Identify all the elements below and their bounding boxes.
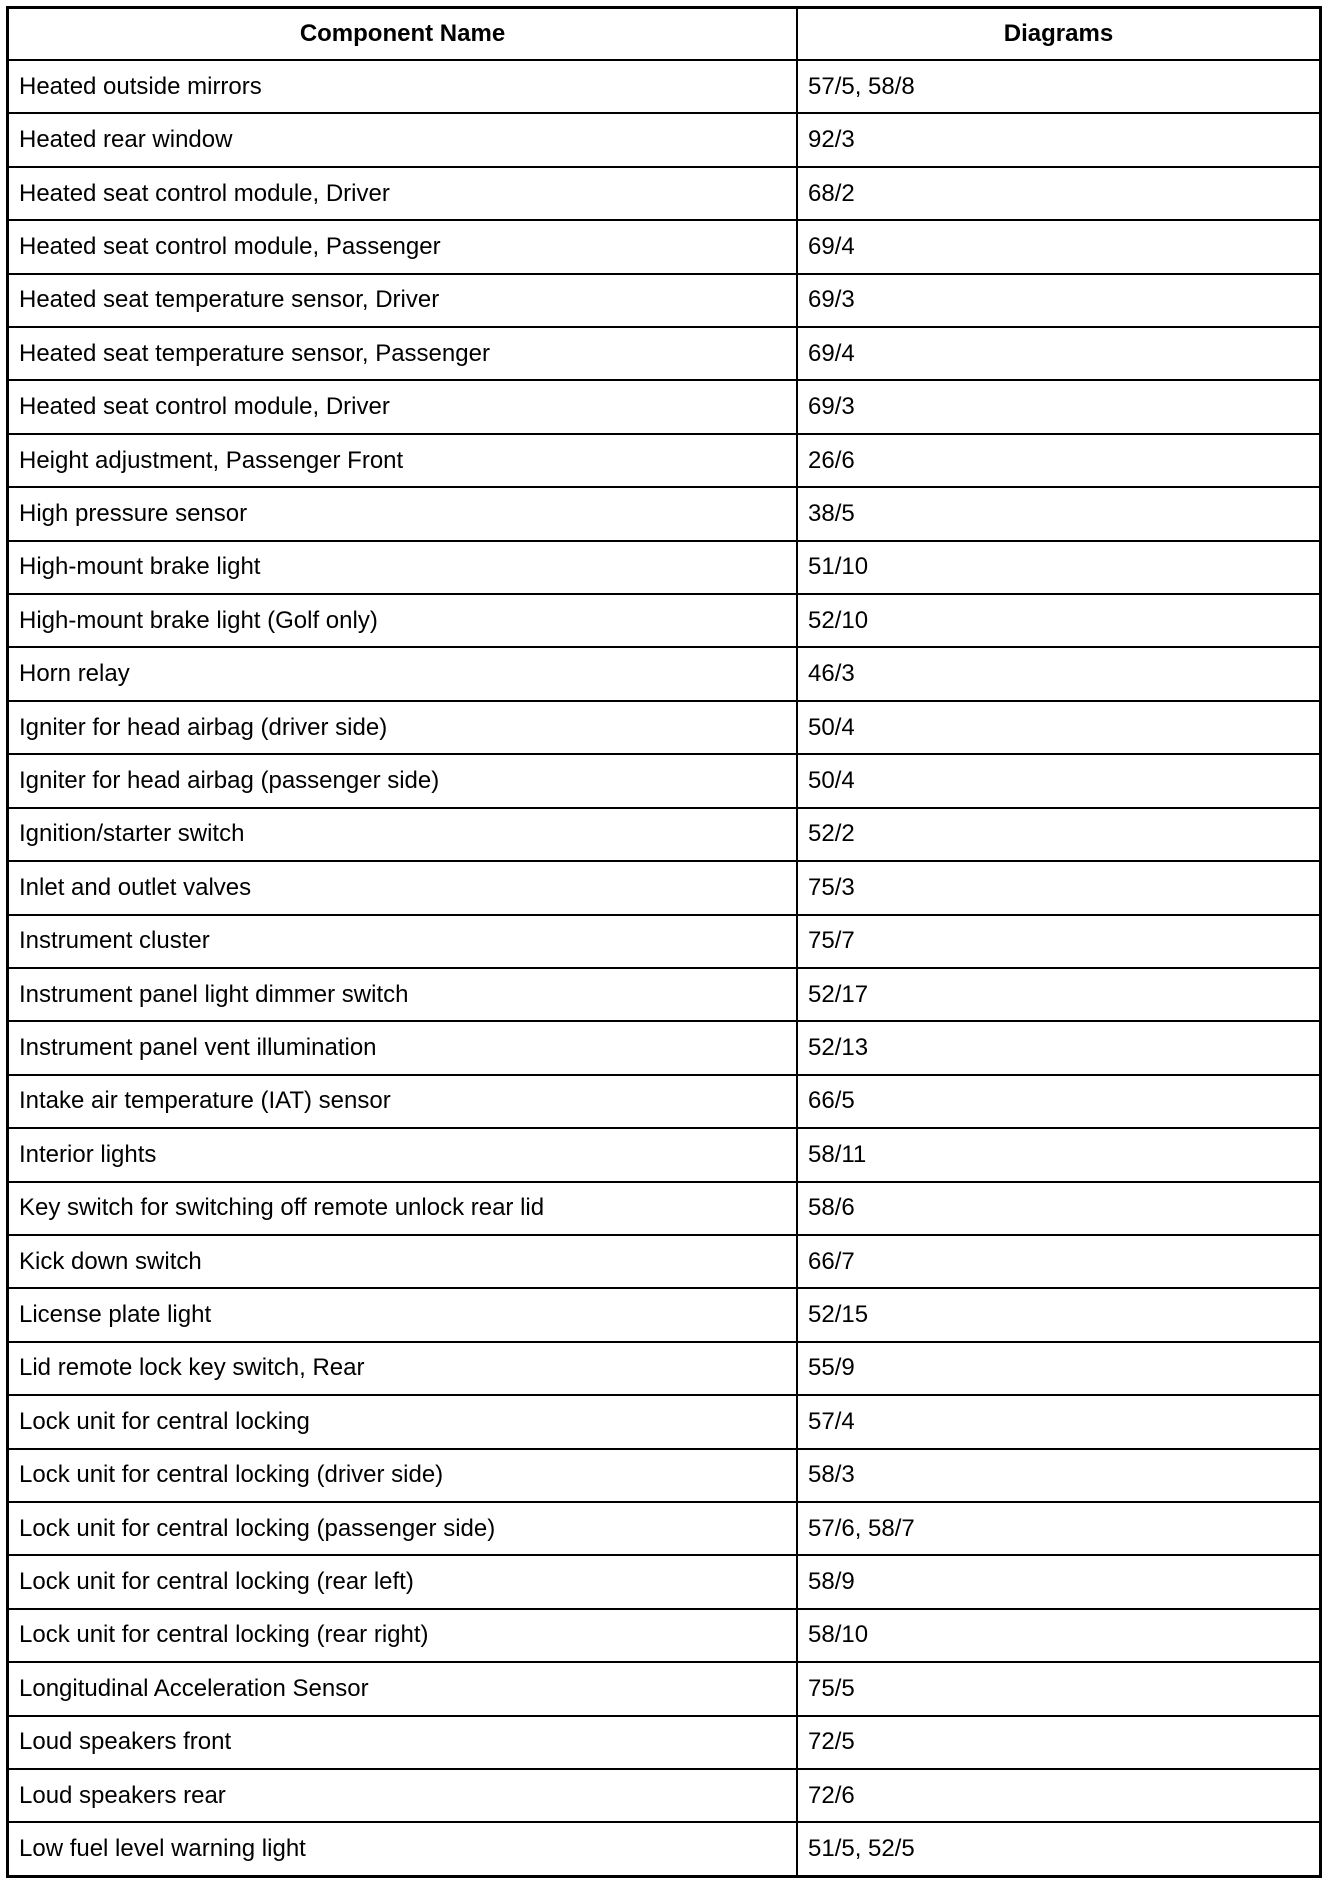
component-name-cell: Heated seat control module, Driver [9,380,797,433]
table-row [9,487,1319,540]
table-row [9,327,1319,380]
diagrams-cell: 75/7 [797,915,1319,968]
diagrams-cell: 57/4 [797,1395,1319,1448]
component-table-frame [6,6,1322,1878]
diagrams-cell: 69/3 [797,380,1319,433]
table-row [9,1395,1319,1448]
component-name-cell: Heated rear window [9,113,797,166]
diagrams-cell: 38/5 [797,487,1319,540]
diagrams-cell: 52/2 [797,808,1319,861]
table-row [9,915,1319,968]
diagrams-cell: 58/11 [797,1128,1319,1181]
table-row [9,1502,1319,1555]
table-header [9,9,1319,60]
component-name-cell: Heated seat control module, Driver [9,167,797,220]
diagrams-cell: 92/3 [797,113,1319,166]
table-row [9,701,1319,754]
component-name-cell: Inlet and outlet valves [9,861,797,914]
table-row [9,1662,1319,1715]
column-header-diagrams: Diagrams [797,9,1319,60]
diagrams-cell: 66/7 [797,1235,1319,1288]
diagrams-cell: 57/6, 58/7 [797,1502,1319,1555]
diagrams-cell: 69/4 [797,220,1319,273]
diagrams-cell: 52/10 [797,594,1319,647]
table-row [9,380,1319,433]
component-name-cell: Lock unit for central locking (driver side) [9,1449,797,1502]
component-name-cell: Lid remote lock key switch, Rear [9,1342,797,1395]
table-row [9,1288,1319,1341]
diagrams-cell: 75/5 [797,1662,1319,1715]
diagrams-cell: 52/13 [797,1021,1319,1074]
table-row [9,1555,1319,1608]
component-name-cell: Heated outside mirrors [9,60,797,113]
component-name-cell: License plate light [9,1288,797,1341]
component-name-cell: High-mount brake light [9,541,797,594]
diagrams-cell: 51/10 [797,541,1319,594]
table-row [9,113,1319,166]
component-name-cell: High pressure sensor [9,487,797,540]
diagrams-cell: 51/5, 52/5 [797,1822,1319,1875]
table-row [9,60,1319,113]
diagrams-cell: 68/2 [797,167,1319,220]
diagrams-cell: 50/4 [797,701,1319,754]
component-name-cell: Intake air temperature (IAT) sensor [9,1075,797,1128]
table-row [9,1609,1319,1662]
component-name-cell: Horn relay [9,647,797,700]
component-name-cell: Key switch for switching off remote unlock rear lid [9,1182,797,1235]
table-row [9,754,1319,807]
component-name-cell: Loud speakers front [9,1716,797,1769]
component-name-cell: Height adjustment, Passenger Front [9,434,797,487]
component-name-cell: Lock unit for central locking [9,1395,797,1448]
diagrams-cell: 50/4 [797,754,1319,807]
diagrams-cell: 58/10 [797,1609,1319,1662]
table-row [9,167,1319,220]
table-row [9,808,1319,861]
diagrams-cell: 72/5 [797,1716,1319,1769]
diagrams-cell: 55/9 [797,1342,1319,1395]
component-name-cell: Interior lights [9,1128,797,1181]
component-name-cell: Loud speakers rear [9,1769,797,1822]
diagrams-cell: 66/5 [797,1075,1319,1128]
component-name-cell: Instrument cluster [9,915,797,968]
table-row [9,1769,1319,1822]
diagrams-cell: 26/6 [797,434,1319,487]
table-row [9,968,1319,1021]
diagrams-cell: 69/4 [797,327,1319,380]
diagrams-cell: 69/3 [797,274,1319,327]
component-name-cell: Lock unit for central locking (rear left) [9,1555,797,1608]
table-row [9,594,1319,647]
table-row [9,541,1319,594]
component-name-cell: Low fuel level warning light [9,1822,797,1875]
component-diagram-table [9,9,1319,1875]
table-row [9,1182,1319,1235]
table-row [9,1342,1319,1395]
diagrams-cell: 57/5, 58/8 [797,60,1319,113]
component-name-cell: Igniter for head airbag (driver side) [9,701,797,754]
diagrams-cell: 58/3 [797,1449,1319,1502]
component-name-cell: Heated seat temperature sensor, Driver [9,274,797,327]
table-row [9,1021,1319,1074]
component-name-cell: Kick down switch [9,1235,797,1288]
diagrams-cell: 72/6 [797,1769,1319,1822]
column-header-component-name: Component Name [9,9,797,60]
table-row [9,274,1319,327]
header-row [9,9,1319,60]
diagrams-cell: 75/3 [797,861,1319,914]
component-name-cell: Lock unit for central locking (rear right) [9,1609,797,1662]
table-row [9,861,1319,914]
diagrams-cell: 58/9 [797,1555,1319,1608]
component-name-cell: Ignition/starter switch [9,808,797,861]
table-row [9,1716,1319,1769]
diagrams-cell: 52/15 [797,1288,1319,1341]
component-name-cell: Heated seat temperature sensor, Passenger [9,327,797,380]
table-row [9,1822,1319,1875]
component-name-cell: Igniter for head airbag (passenger side) [9,754,797,807]
component-name-cell: Instrument panel vent illumination [9,1021,797,1074]
diagrams-cell: 52/17 [797,968,1319,1021]
diagrams-cell: 58/6 [797,1182,1319,1235]
component-name-cell: High-mount brake light (Golf only) [9,594,797,647]
component-name-cell: Instrument panel light dimmer switch [9,968,797,1021]
table-body [9,60,1319,1875]
table-row [9,1449,1319,1502]
component-name-cell: Longitudinal Acceleration Sensor [9,1662,797,1715]
table-row [9,1075,1319,1128]
table-row [9,434,1319,487]
table-row [9,220,1319,273]
table-row [9,1128,1319,1181]
component-name-cell: Heated seat control module, Passenger [9,220,797,273]
component-name-cell: Lock unit for central locking (passenger side) [9,1502,797,1555]
table-row [9,647,1319,700]
table-row [9,1235,1319,1288]
diagrams-cell: 46/3 [797,647,1319,700]
